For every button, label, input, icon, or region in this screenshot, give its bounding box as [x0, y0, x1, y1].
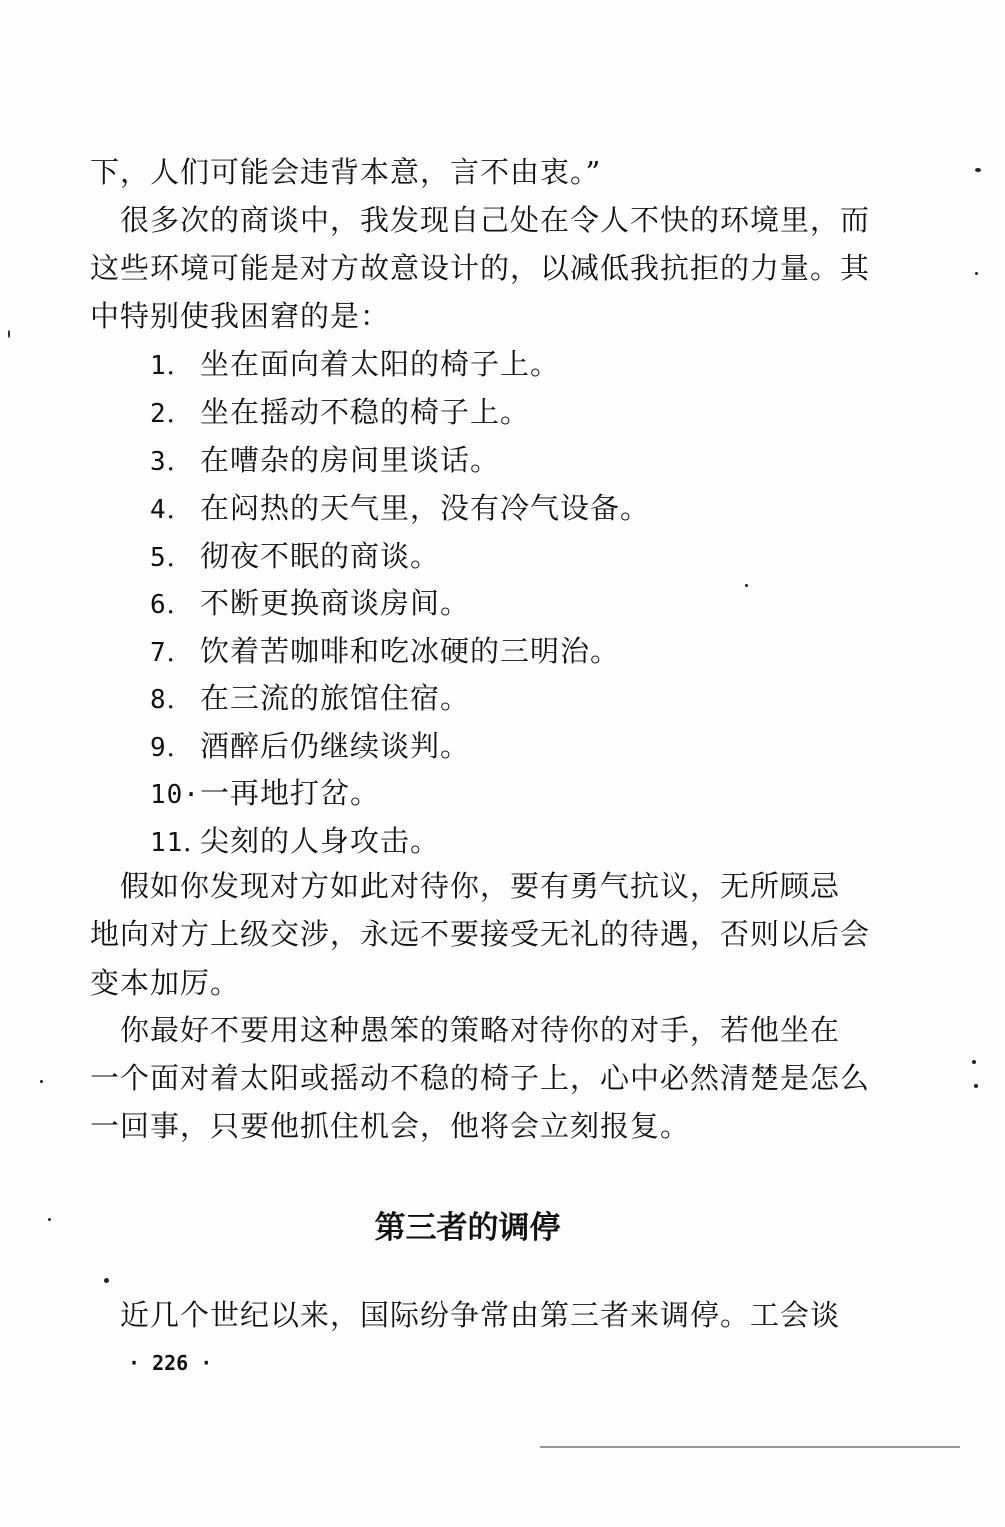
scan-speck — [745, 584, 748, 587]
paragraph-line: 假如你发现对方如此对待你，要有勇气抗议，无所顾忌 — [90, 869, 841, 903]
paragraph-line: 中特别使我困窘的是： — [90, 299, 391, 333]
paragraph-line: 很多次的商谈中，我发现自己处在令人不快的环境里，而 — [90, 203, 871, 237]
scan-speck — [972, 1060, 976, 1064]
list-number: 1． — [150, 351, 194, 381]
list-item — [150, 821, 440, 863]
list-text: 酒醉后仍继续谈判。 — [200, 729, 471, 763]
page-number: · 226 · — [128, 1351, 213, 1375]
paragraph-line: 一回事，只要他抓住机会，他将会立刻报复。 — [90, 1109, 691, 1143]
list-number: 9． — [150, 733, 194, 763]
list-text: 一再地打岔。 — [200, 776, 381, 810]
scan-speck — [975, 272, 978, 275]
scan-speck — [974, 1084, 978, 1088]
list-item — [150, 583, 470, 625]
list-item — [150, 440, 500, 482]
paragraph-line: 地向对方上级交涉，永远不要接受无礼的待遇，否则以后会 — [90, 917, 871, 951]
paragraph-line: 近几个世纪以来，国际纷争常由第三者来调停。工会谈 — [90, 1298, 841, 1332]
list-text: 在闷热的天气里，没有冷气设备。 — [200, 491, 651, 525]
list-item — [150, 631, 620, 673]
list-text: 彻夜不眠的商谈。 — [200, 539, 441, 573]
list-number: 7． — [150, 638, 194, 668]
scan-speck — [8, 330, 10, 338]
paragraph-line: 变本加厉。 — [90, 966, 241, 1000]
list-number: 4． — [150, 495, 194, 525]
list-number: 3． — [150, 447, 194, 477]
list-number: 2． — [150, 399, 194, 429]
scan-speck — [975, 168, 981, 172]
paragraph-line: 你最好不要用这种愚笨的策略对待你的对手，若他坐在 — [90, 1013, 841, 1047]
list-item — [150, 344, 560, 386]
list-number: 5． — [150, 543, 194, 573]
list-text: 饮着苦咖啡和吃冰硬的三明治。 — [200, 634, 621, 668]
list-number: 8． — [150, 685, 194, 715]
list-text: 在三流的旅馆住宿。 — [200, 681, 471, 715]
scan-speck — [104, 1278, 109, 1283]
scan-edge-line — [540, 1446, 960, 1448]
list-text: 在嘈杂的房间里谈话。 — [200, 443, 501, 477]
section-title: 第三者的调停 — [374, 1210, 561, 1246]
list-text: 坐在摇动不稳的椅子上。 — [200, 395, 531, 429]
list-item — [150, 726, 470, 768]
list-text: 坐在面向着太阳的椅子上。 — [200, 347, 561, 381]
list-number: 11． — [150, 828, 211, 858]
list-item — [150, 678, 470, 720]
list-item — [150, 536, 440, 578]
scan-speck — [48, 1218, 51, 1221]
list-item — [150, 773, 380, 815]
list-text: 尖刻的人身攻击。 — [200, 824, 441, 858]
list-item — [150, 488, 650, 530]
list-number: 10· — [150, 780, 200, 810]
list-number: 6． — [150, 590, 194, 620]
paragraph-line: 这些环境可能是对方故意设计的，以减低我抗拒的力量。其 — [90, 251, 871, 285]
list-item — [150, 392, 530, 434]
list-text: 不断更换商谈房间。 — [200, 586, 471, 620]
paragraph-line: 一个面对着太阳或摇动不稳的椅子上，心中必然清楚是怎么 — [90, 1061, 871, 1095]
paragraph-line: 下，人们可能会违背本意，言不由衷。” — [90, 155, 602, 189]
scan-speck — [40, 1080, 43, 1083]
